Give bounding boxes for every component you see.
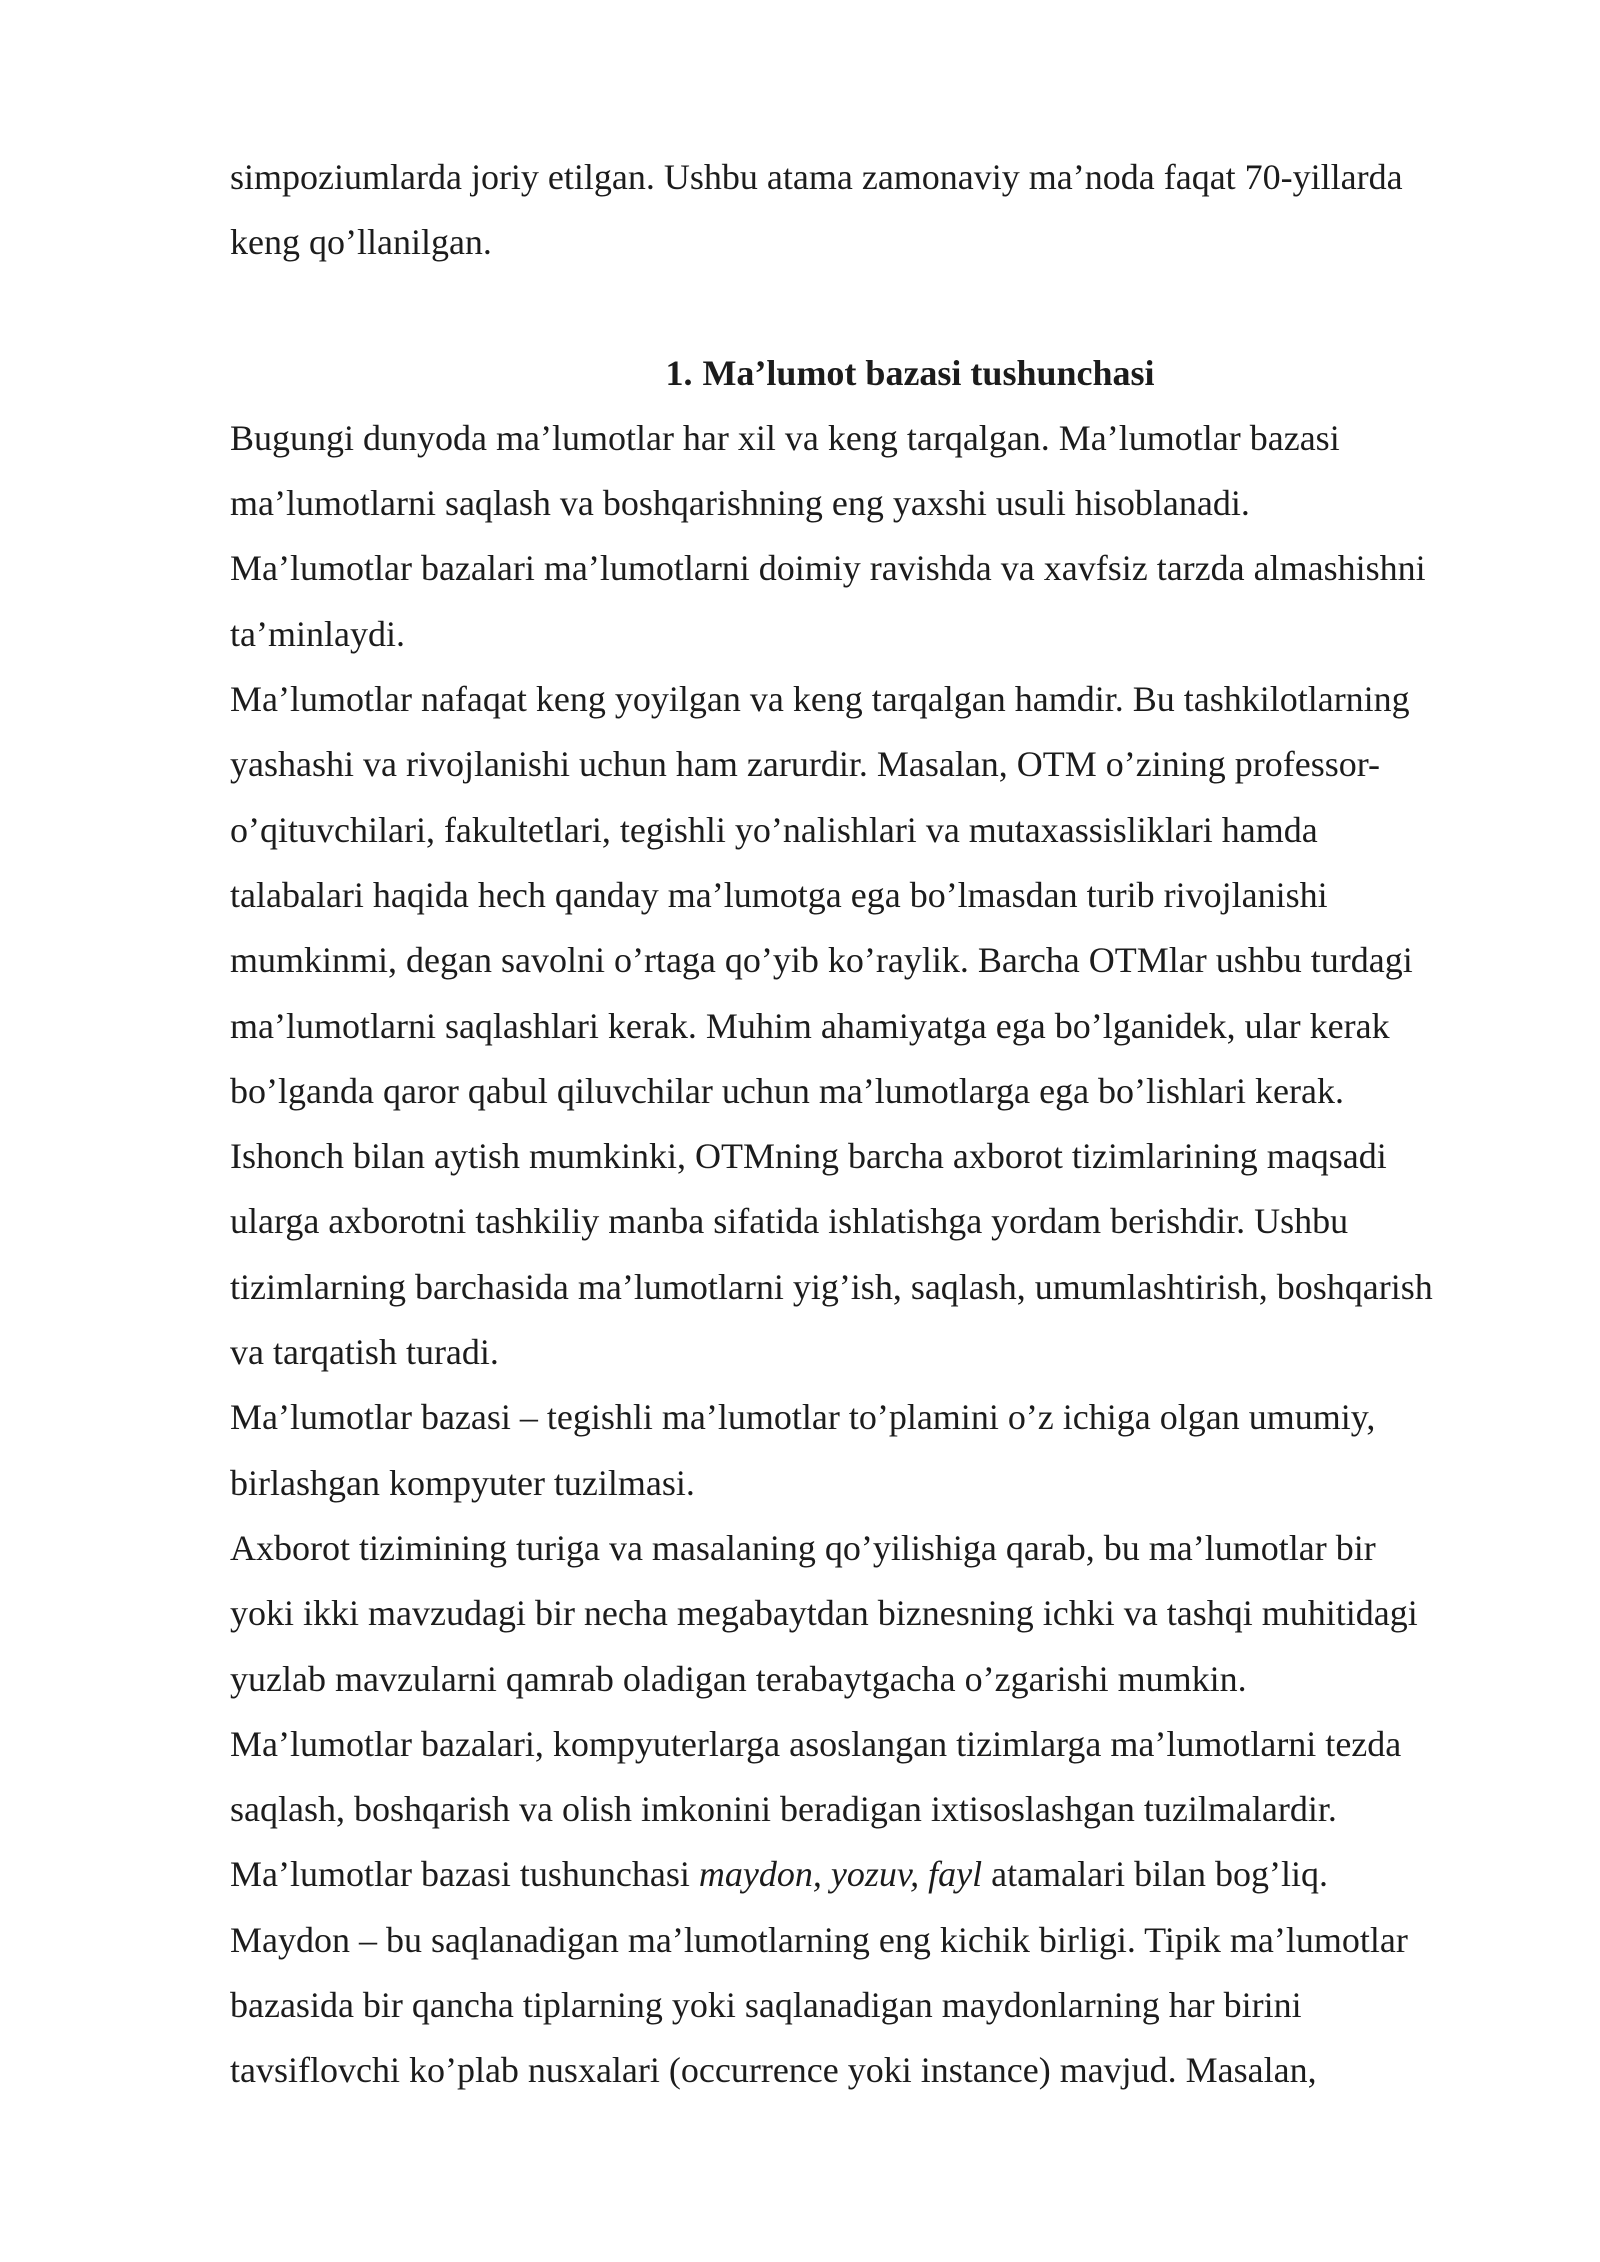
- text-line: Ma’lumotlar bazasi – tegishli ma’lumotlar to’plamini o’z ichiga olgan umumiy,: [230, 1397, 1376, 1438]
- body-paragraph: [230, 1516, 1500, 1712]
- text-line: ta’minlaydi.: [230, 613, 405, 654]
- text-line: ma’lumotlarni saqlashlari kerak. Muhim ahamiyatga ega bo’lganidek, ular kerak: [230, 1005, 1390, 1046]
- italic-terms: maydon, yozuv, fayl: [698, 1854, 983, 1895]
- concept-paragraph: [230, 1842, 1500, 1907]
- text-line: ma’lumotlarni saqlash va boshqarishning eng yaxshi usuli hisoblanadi.: [230, 483, 1250, 524]
- text-line: Ma’lumotlar bazalari, kompyuterlarga asoslangan tizimlarga ma’lumotlarni tezda: [230, 1723, 1402, 1764]
- text-line: mumkinmi, degan savolni o’rtaga qo’yib ko’raylik. Barcha OTMlar ushbu turdagi: [230, 940, 1413, 981]
- text-line: Maydon – bu saqlanadigan ma’lumotlarning eng kichik birligi. Tipik ma’lumotlar: [230, 1919, 1408, 1960]
- text-line: Ma’lumotlar nafaqat keng yoyilgan va keng tarqalgan hamdir. Bu tashkilotlarning: [230, 679, 1410, 720]
- text-line: yoki ikki mavzudagi bir necha megabaytdan biznesning ichki va tashqi muhitidagi: [230, 1593, 1418, 1634]
- paragraph-spacer: [230, 276, 1500, 341]
- text-line: keng qo’llanilgan.: [230, 222, 492, 263]
- section-title: Ma’lumot bazasi tushunchasi: [702, 352, 1155, 393]
- text-line: saqlash, boshqarish va olish imkonini beradigan ixtisoslashgan tuzilmalardir.: [230, 1789, 1337, 1830]
- body-paragraph: [230, 1385, 1500, 1516]
- text-line: simpoziumlarda joriy etilgan. Ushbu atama zamonaviy ma’noda faqat 70-yillarda: [230, 157, 1403, 197]
- body-paragraph: [230, 1712, 1500, 1843]
- section-heading: [230, 341, 1500, 406]
- body-paragraph: [230, 1908, 1500, 2104]
- text-line: tizimlarning barchasida ma’lumotlarni yig’ish, saqlash, umumlashtirish, boshqarish: [230, 1266, 1433, 1307]
- text-line: Bugungi dunyoda ma’lumotlar har xil va keng tarqalgan. Ma’lumotlar bazasi: [230, 417, 1340, 458]
- text-run: Ma’lumotlar bazasi tushunchasi: [230, 1854, 699, 1895]
- text-line: talabalari haqida hech qanday ma’lumotga ega bo’lmasdan turib rivojlanishi: [230, 874, 1328, 915]
- text-line: bo’lganda qaror qabul qiluvchilar uchun ma’lumotlarga ega bo’lishlari kerak.: [230, 1070, 1344, 1111]
- body-paragraph: [230, 406, 1500, 537]
- text-line: Ma’lumotlar bazalari ma’lumotlarni doimiy ravishda va xavfsiz tarzda almashishni: [230, 548, 1426, 589]
- text-line: Ishonch bilan aytish mumkinki, OTMning barcha axborot tizimlarining maqsadi: [230, 1136, 1387, 1177]
- body-paragraph: [230, 667, 1500, 1385]
- text-line: yashashi va rivojlanishi uchun ham zarurdir. Masalan, OTM o’zining professor-: [230, 744, 1380, 785]
- text-line: tavsiflovchi ko’plab nusxalari (occurrence yoki instance) mavjud. Masalan,: [230, 2050, 1317, 2091]
- section-number: 1.: [665, 352, 693, 393]
- text-line: ularga axborotni tashkiliy manba sifatida ishlatishga yordam berishdir. Ushbu: [230, 1201, 1349, 1242]
- document-body: [230, 145, 1500, 2104]
- body-paragraph: [230, 536, 1500, 667]
- text-line: va tarqatish turadi.: [230, 1332, 499, 1373]
- text-run: atamalari bilan bog’liq.: [982, 1854, 1329, 1895]
- text-line: Axborot tizimining turiga va masalaning qo’yilishiga qarab, bu ma’lumotlar bir: [230, 1527, 1376, 1568]
- text-line: birlashgan kompyuter tuzilmasi.: [230, 1462, 695, 1503]
- text-line: o’qituvchilari, fakultetlari, tegishli yo’nalishlari va mutaxassisliklari hamda: [230, 809, 1318, 850]
- text-line: bazasida bir qancha tiplarning yoki saqlanadigan maydonlarning har birini: [230, 1985, 1302, 2026]
- text-line: yuzlab mavzularni qamrab oladigan terabaytgacha o’zgarishi mumkin.: [230, 1658, 1247, 1699]
- intro-paragraph: [230, 145, 1500, 276]
